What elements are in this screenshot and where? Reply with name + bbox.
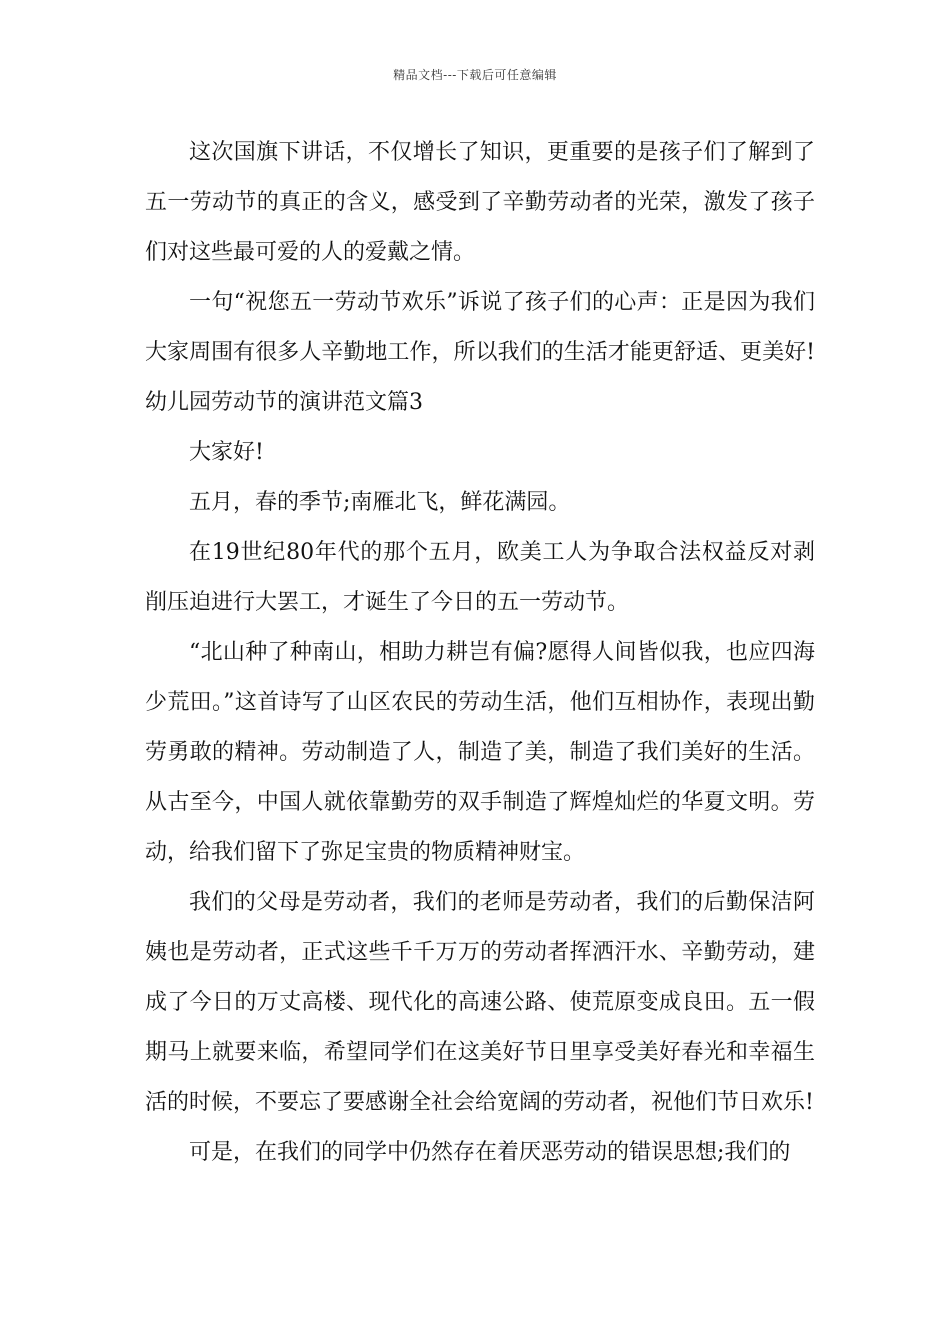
paragraph: 我们的父母是劳动者，我们的老师是劳动者，我们的后勤保洁阿姨也是劳动者，正式这些千千万万的劳动者挥洒汗水、辛勤劳动，建成了今日的万丈高楼、现代化的高速公路、使荒原变成良田。五一假期马上就要来临，希望同学们在这美好节日里享受美好春光和幸福生活的时候，不要忘了要感谢全社会给宽阔的劳动者，祝他们节日欢乐! [145, 890, 815, 1115]
paragraph: 大家好! [189, 440, 264, 465]
paragraph: “北山种了种南山，相助力耕岂有偏?愿得人间皆似我，也应四海少荒田。”这首诗写了山区农民的劳动生活，他们互相协作，表现出勤劳勇敢的精神。劳动制造了人，制造了美，制造了我们美好的生活。从古至今，中国人就依靠勤劳的双手制造了辉煌灿烂的华夏文明。劳动，给我们留下了弥足宝贵的物质精神财宝。 [145, 640, 815, 865]
paragraph: 可是，在我们的同学中仍然存在着厌恶劳动的错误思想;我们的 [189, 1140, 791, 1165]
page-header: 精品文档---下载后可任意编辑 [393, 68, 557, 82]
paragraph: 一句“祝您五一劳动节欢乐”诉说了孩子们的心声：正是因为我们大家周围有很多人辛勤地工作，所以我们的生活才能更舒适、更美好!幼儿园劳动节的演讲范文篇3 [145, 290, 815, 415]
document-body [145, 128, 815, 1178]
paragraph: 在19世纪80年代的那个五月，欧美工人为争取合法权益反对剥削压迫进行大罢工，才诞生了今日的五一劳动节。 [145, 540, 815, 615]
paragraph: 这次国旗下讲话，不仅增长了知识，更重要的是孩子们了解到了五一劳动节的真正的含义，感受到了辛勤劳动者的光荣，激发了孩子们对这些最可爱的人的爱戴之情。 [145, 140, 815, 265]
paragraph: 五月，春的季节;南雁北飞，鲜花满园。 [189, 490, 571, 515]
